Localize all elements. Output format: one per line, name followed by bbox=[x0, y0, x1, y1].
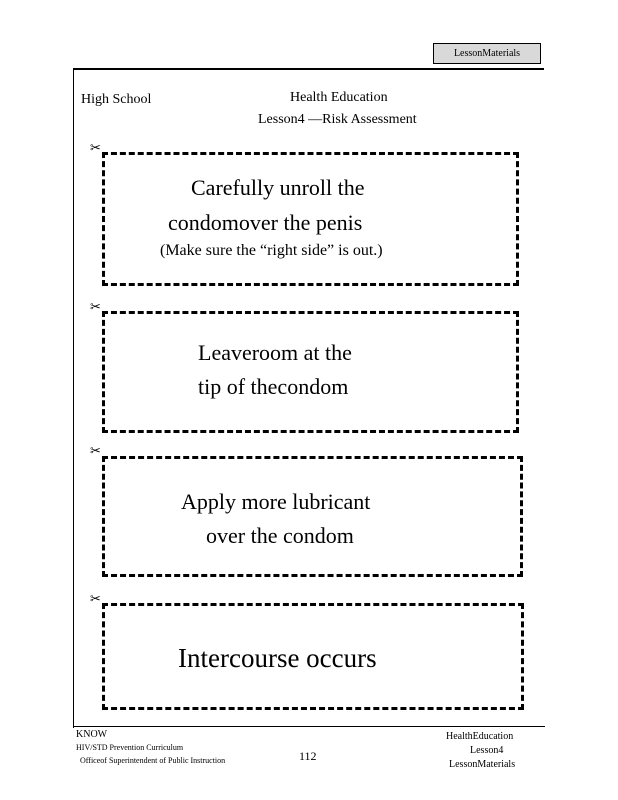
footer-curriculum: HIV/STD Prevention Curriculum bbox=[76, 743, 184, 752]
scissors-icon: ✂ bbox=[90, 299, 101, 314]
scissors-icon: ✂ bbox=[90, 591, 101, 606]
scissors-icon: ✂ bbox=[90, 443, 101, 458]
top-rule bbox=[73, 68, 544, 70]
lesson-materials-tab: LessonMaterials bbox=[433, 43, 541, 64]
card1-line1: Carefully unroll the bbox=[191, 175, 365, 200]
subject-title: Health Education bbox=[290, 90, 388, 105]
card3-line1: Apply more lubricant bbox=[181, 489, 371, 514]
footer-lesson: Lesson4 bbox=[470, 745, 504, 756]
card-leave-room bbox=[102, 311, 519, 433]
footer-know: KNOW bbox=[76, 729, 108, 740]
left-rule bbox=[73, 68, 74, 728]
card3-line2: over the condom bbox=[206, 523, 354, 548]
scissors-icon: ✂ bbox=[90, 140, 101, 155]
school-level: High School bbox=[81, 92, 152, 107]
card1-note: (Make sure the “right side” is out.) bbox=[160, 242, 383, 259]
footer-office: Officeof Superintendent of Public Instruction bbox=[80, 756, 226, 765]
footer-rule bbox=[73, 726, 545, 727]
card1-line2: condomover the penis bbox=[168, 210, 363, 235]
card-apply-lubricant bbox=[102, 456, 523, 577]
card4-line1: Intercourse occurs bbox=[178, 643, 377, 673]
card2-line1: Leaveroom at the bbox=[198, 340, 352, 365]
footer-lesson-materials: LessonMaterials bbox=[449, 759, 516, 770]
footer-health-education: HealthEducation bbox=[446, 731, 514, 742]
lesson-title: Lesson4 —Risk Assessment bbox=[258, 112, 417, 127]
page-number: 112 bbox=[299, 749, 317, 763]
card2-line2: tip of thecondom bbox=[198, 374, 349, 399]
